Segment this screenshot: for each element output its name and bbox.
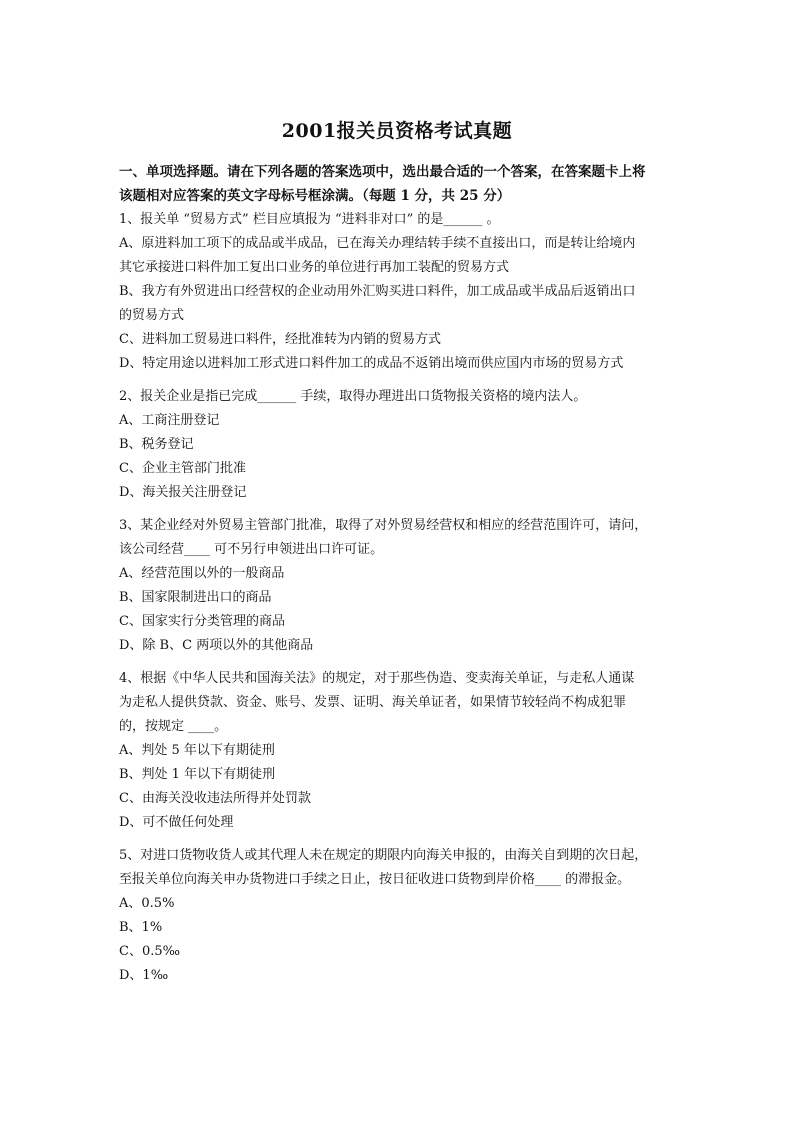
option-line: B、我方有外贸进出口经营权的企业动用外汇购买进口料件，加工成品或半成品后返销出口 [119, 284, 636, 299]
option-line: B、1% [119, 920, 163, 935]
question-stem-line: 5、对进口货物收货人或其代理人未在规定的期限内向海关申报的，由海关自到期的次日起， [119, 848, 648, 863]
question-stem [119, 667, 684, 739]
option-a [119, 739, 684, 763]
option-b [119, 280, 684, 328]
option-b [119, 433, 684, 457]
question-stem-line: 至报关单位向海关申办货物进口手续之日止，按日征收进口货物到岸价格____ 的滞报金。 [119, 872, 631, 887]
option-c [119, 328, 684, 352]
question-stem-line: 4、根据《中华人民共和国海关法》的规定，对于那些伪造、变卖海关单证，与走私人通谋 [119, 671, 635, 686]
option-d [119, 964, 684, 988]
option-d [119, 481, 684, 505]
option-a [119, 562, 684, 586]
option-line: C、企业主管部门批准 [119, 461, 246, 476]
question-stem [119, 208, 684, 232]
option-a [119, 232, 684, 280]
question-stem-line: 1、报关单 “贸易方式” 栏目应填报为 “进料非对口” 的是______ 。 [119, 212, 500, 227]
question-2 [119, 385, 684, 505]
question-stem-line: 3、某企业经对外贸易主管部门批准，取得了对外贸易经营权和相应的经营范围许可，请问， [119, 518, 648, 533]
question-stem-line: 该公司经营____ 可不另行申领进出口许可证。 [119, 542, 384, 557]
question-stem [119, 514, 684, 562]
question-stem [119, 385, 684, 409]
question-stem-line: 的，按规定 ____。 [119, 719, 228, 734]
option-line: B、税务登记 [119, 437, 194, 452]
option-a [119, 409, 684, 433]
option-c [119, 610, 684, 634]
document-body [119, 160, 684, 988]
question-4 [119, 667, 684, 835]
option-b [119, 916, 684, 940]
option-line: C、国家实行分类管理的商品 [119, 614, 285, 629]
option-line: A、0.5% [119, 896, 175, 911]
section-heading-line: 该题相对应答案的英文字母标号框涂满。（每题 1 分，共 25 分） [119, 188, 511, 204]
option-c [119, 940, 684, 964]
question-stem [119, 844, 684, 892]
option-line: A、工商注册登记 [119, 413, 220, 428]
question-1 [119, 208, 684, 376]
option-line: D、海关报关注册登记 [119, 485, 247, 500]
option-line: D、除 B、C 两项以外的其他商品 [119, 638, 314, 653]
section-heading [119, 160, 684, 208]
option-c [119, 457, 684, 481]
option-b [119, 763, 684, 787]
option-line: 的贸易方式 [119, 308, 185, 323]
option-line: B、判处 1 年以下有期徒刑 [119, 767, 276, 782]
option-d [119, 352, 684, 376]
option-line: A、原进料加工项下的成品或半成品，已在海关办理结转手续不直接出口，而是转让给境内 [119, 236, 636, 251]
option-line: A、经营范围以外的一般商品 [119, 566, 285, 581]
option-line: D、可不做任何处理 [119, 815, 234, 830]
question-stem-line: 为走私人提供贷款、资金、账号、发票、证明、海关单证者，如果情节较轻尚不构成犯罪 [119, 695, 627, 710]
option-c [119, 787, 684, 811]
option-line: D、特定用途以进料加工形式进口料件加工的成品不返销出境而供应国内市场的贸易方式 [119, 356, 624, 371]
page-title: 2001报关员资格考试真题 [281, 120, 513, 142]
option-line: C、0.5‰ [119, 944, 181, 959]
option-line: D、1‰ [119, 968, 169, 983]
question-stem-line: 2、报关企业是指已完成______ 手续，取得办理进出口货物报关资格的境内法人。 [119, 389, 587, 404]
option-d [119, 634, 684, 658]
option-d [119, 811, 684, 835]
option-line: 其它承接进口料件加工复出口业务的单位进行再加工装配的贸易方式 [119, 260, 510, 275]
option-line: A、判处 5 年以下有期徒刑 [119, 743, 275, 758]
option-line: B、国家限制进出口的商品 [119, 590, 272, 605]
option-a [119, 892, 684, 916]
option-line: C、进料加工贸易进口料件，经批准转为内销的贸易方式 [119, 332, 441, 347]
question-5 [119, 844, 684, 988]
option-line: C、由海关没收违法所得并处罚款 [119, 791, 311, 806]
section-heading-line: 一、单项选择题。请在下列各题的答案选项中，选出最合适的一个答案，在答案题卡上将 [119, 164, 646, 180]
option-b [119, 586, 684, 610]
question-3 [119, 514, 684, 658]
